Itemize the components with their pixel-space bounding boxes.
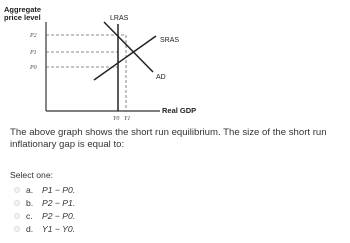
option-d[interactable] (14, 222, 75, 235)
option-text: P2 − P1. (42, 197, 76, 208)
question-text: The above graph shows the short run equilibrium. The size of the short run inflationary gap is equal to: (10, 127, 327, 150)
option-b[interactable] (14, 196, 75, 209)
tick-y0: Y0 (113, 116, 120, 122)
y-axis-label-line1: Aggregate (4, 5, 42, 14)
ad-curve (104, 22, 153, 72)
sras-label: SRAS (160, 37, 180, 44)
option-a[interactable] (14, 183, 75, 196)
radio-icon[interactable] (14, 200, 20, 206)
radio-icon[interactable] (14, 226, 20, 232)
lras-label: LRAS (110, 15, 129, 22)
option-letter: d. (26, 223, 34, 234)
option-text: Y1 − Y0. (42, 223, 76, 234)
tick-p2: P2 (30, 33, 37, 39)
tick-y1: Y1 (124, 116, 131, 122)
option-text: P2 − P0. (42, 210, 76, 221)
radio-icon[interactable] (14, 213, 20, 219)
option-c[interactable] (14, 209, 75, 222)
option-letter: a. (26, 184, 34, 195)
option-letter: c. (26, 210, 33, 221)
option-text: P1 − P0. (42, 184, 76, 195)
answer-options (14, 183, 75, 235)
select-one-label: Select one: (10, 170, 53, 180)
ad-label: AD (156, 74, 166, 81)
y-axis-label-line2: price level (4, 13, 41, 22)
tick-p0: P0 (30, 65, 37, 71)
radio-icon[interactable] (14, 187, 20, 193)
tick-p1: P1 (30, 50, 37, 56)
option-letter: b. (26, 197, 34, 208)
x-axis-label: Real GDP (162, 106, 197, 115)
